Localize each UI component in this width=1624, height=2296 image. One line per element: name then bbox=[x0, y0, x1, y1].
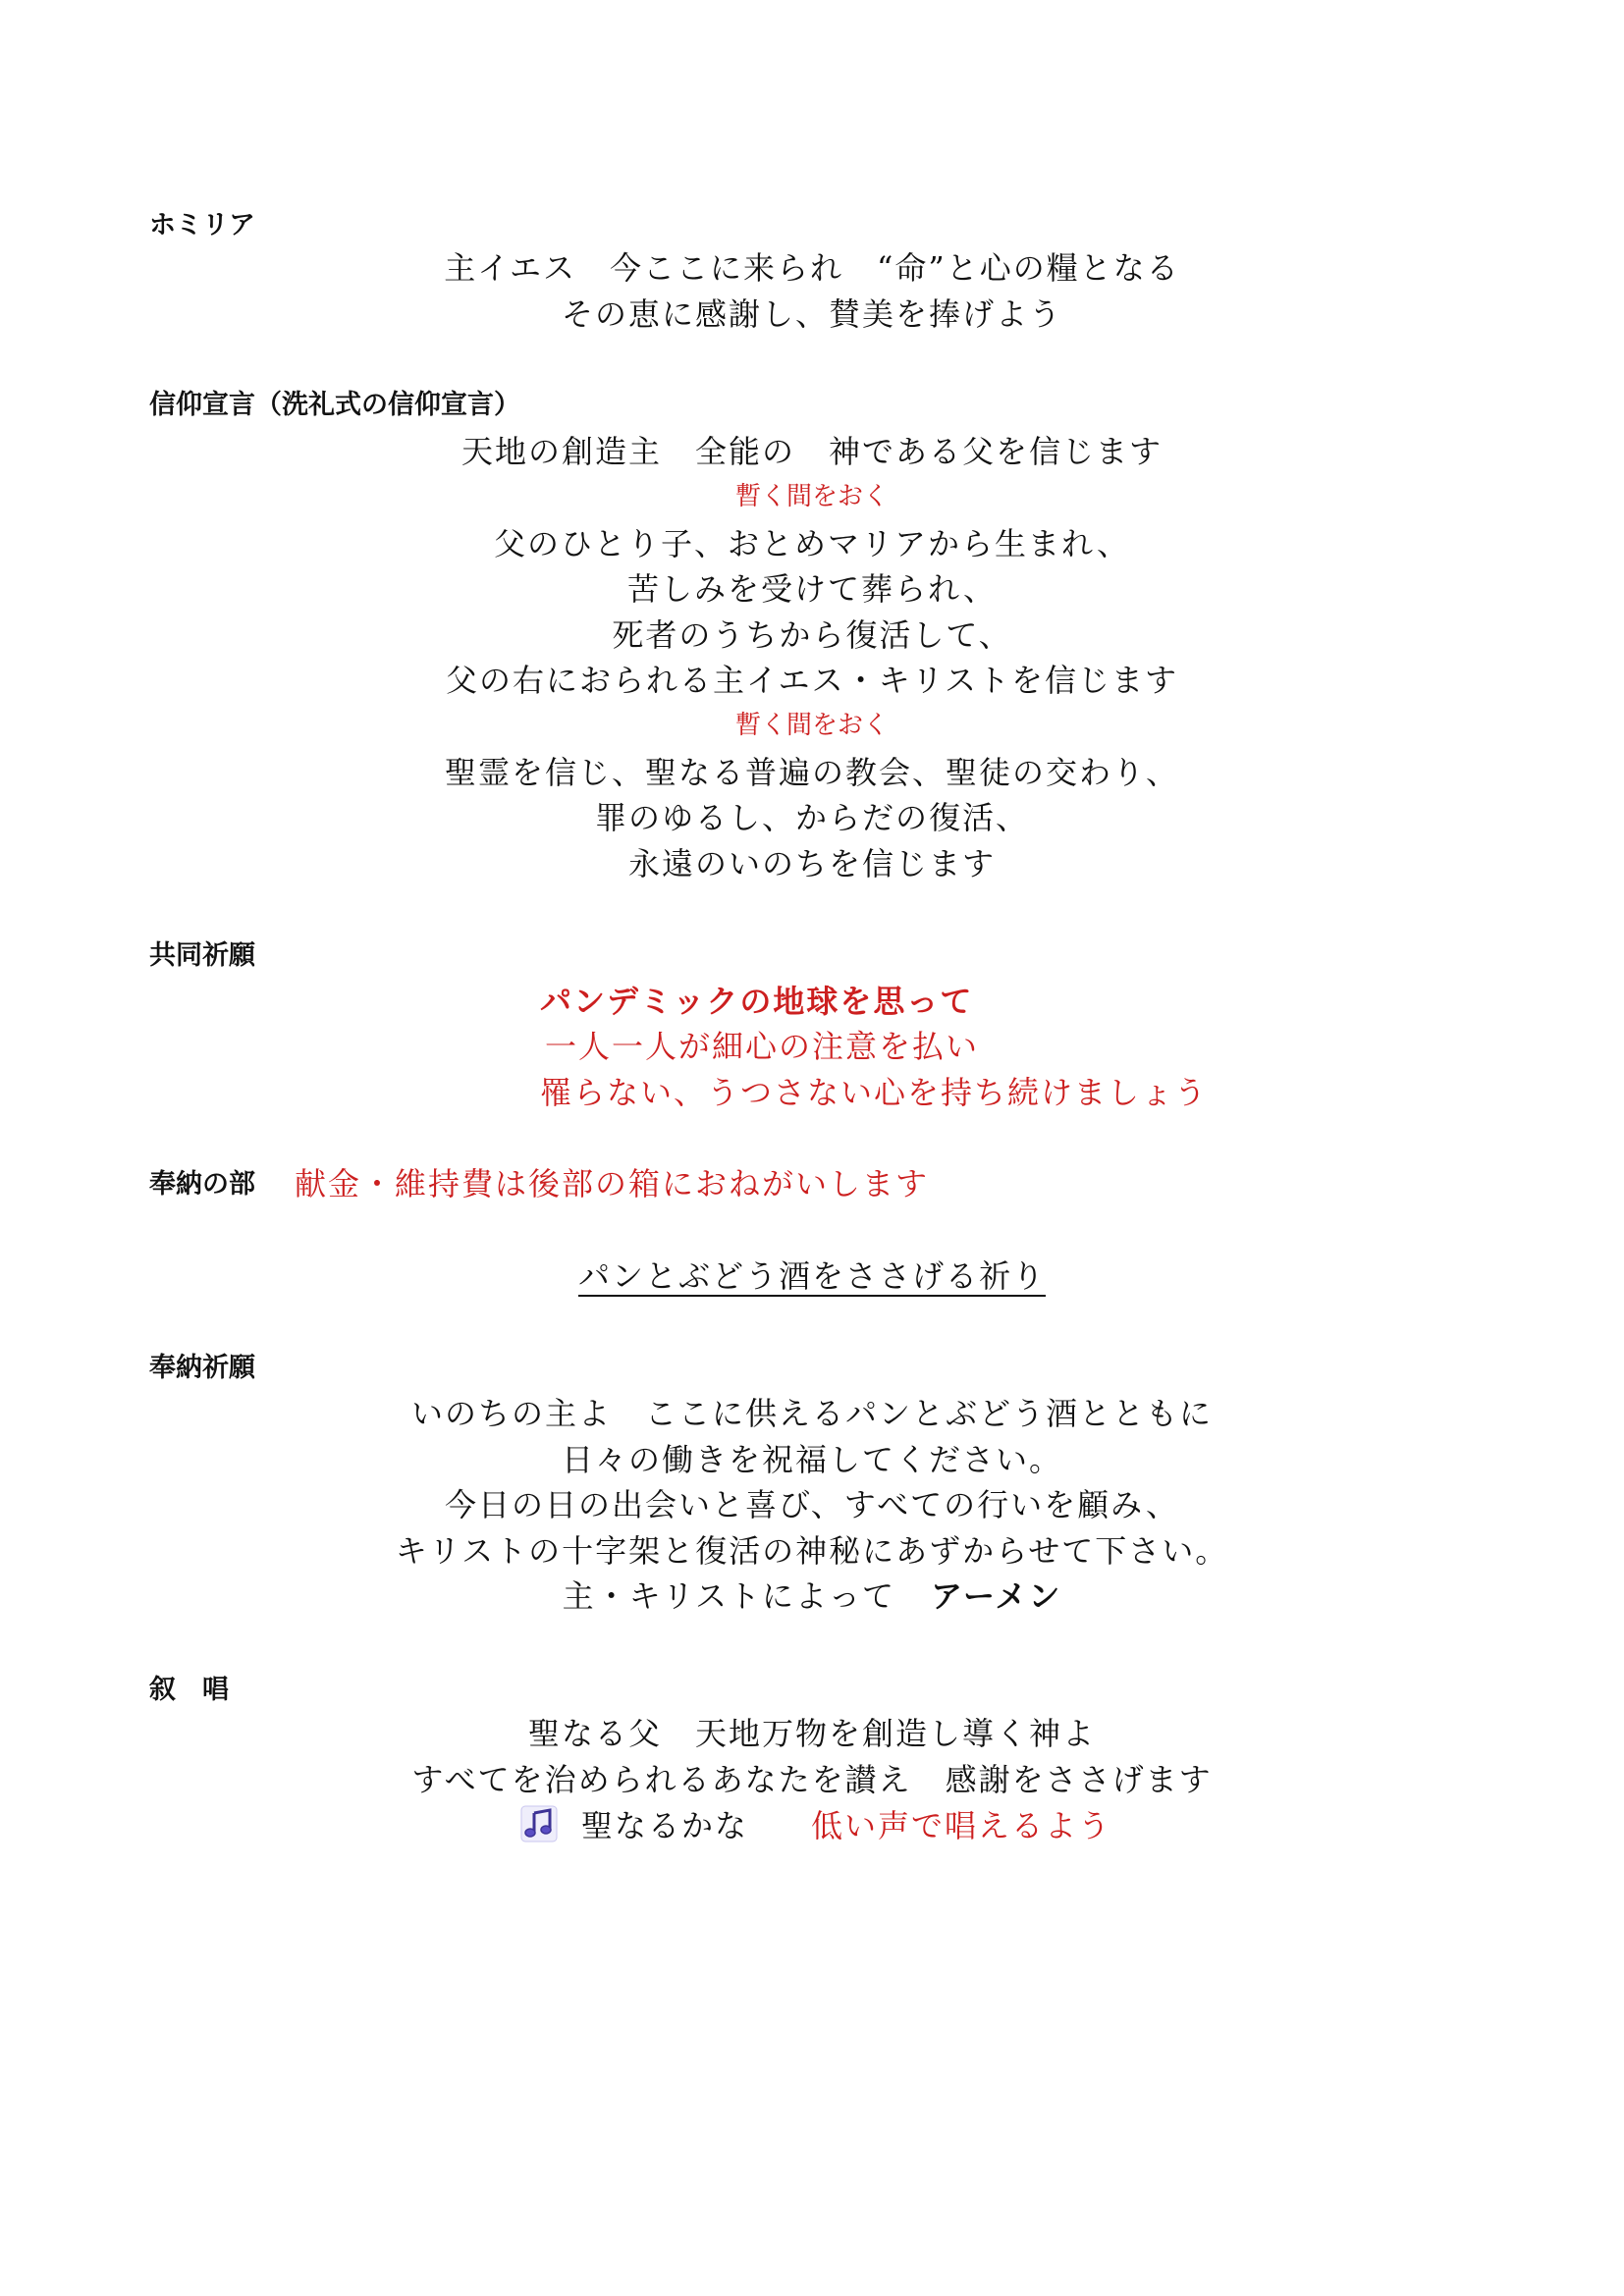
offertory-note: 献金・維持費は後部の箱におねがいします bbox=[295, 1165, 930, 1202]
chant-song-row bbox=[520, 1805, 1111, 1851]
creed-line-4: 死者のうちから復活して、 bbox=[612, 616, 1012, 654]
section-heading-creed: 信仰宣言（洗礼式の信仰宣言） bbox=[149, 390, 520, 420]
intercession-line-2: 罹らない、うつさない心を持ち続けましょう bbox=[540, 1074, 1209, 1111]
section-heading-homily: ホミリア bbox=[149, 210, 255, 240]
offertory-subtitle bbox=[0, 1256, 1624, 1296]
song-instruction: 低い声で唱えるよう bbox=[811, 1807, 1112, 1844]
offertory-prayer-line-1: いのちの主よ ここに供えるパンとぶどう酒とともに bbox=[410, 1395, 1213, 1432]
creed-line-6: 聖霊を信じ、聖なる普遍の教会、聖徒の交わり、 bbox=[444, 754, 1179, 791]
homily-line-2: その恵に感謝し、賛美を捧げよう bbox=[561, 295, 1062, 333]
offertory-prayer-line-3: 今日の日の出会いと喜び、すべての行いを顧み、 bbox=[444, 1486, 1179, 1523]
offertory-prayer-closing bbox=[0, 1576, 1624, 1616]
song-title: 聖なるかな bbox=[581, 1807, 749, 1844]
pause-note-2: 暫く間をおく bbox=[734, 711, 889, 740]
music-note-icon bbox=[520, 1805, 558, 1851]
homily-line-1: 主イエス 今ここに来られ “命”と心の糧となる bbox=[444, 249, 1180, 287]
offertory-subtitle-text: パンとぶどう酒をささげる祈り bbox=[577, 1257, 1046, 1295]
creed-line-1: 天地の創造主 全能の 神である父を信じます bbox=[460, 433, 1163, 470]
section-heading-intercession: 共同祈願 bbox=[149, 940, 255, 971]
intercession-title: パンデミックの地球を思って bbox=[540, 983, 974, 1020]
chant-line-2: すべてを治められるあなたを讃え 感謝をささげます bbox=[411, 1761, 1213, 1798]
creed-line-8: 永遠のいのちを信じます bbox=[627, 845, 996, 882]
offertory-prayer-line-2: 日々の働きを祝福してください。 bbox=[561, 1441, 1062, 1478]
creed-line-5: 父の右におられる主イエス・キリストを信じます bbox=[445, 662, 1179, 699]
closing-text: 主・キリストによって bbox=[562, 1577, 895, 1615]
pause-note-1: 暫く間をおく bbox=[734, 482, 889, 511]
section-heading-chant: 叙 唱 bbox=[149, 1675, 229, 1705]
creed-line-3: 苦しみを受けて葬られ、 bbox=[627, 570, 997, 608]
creed-line-7: 罪のゆるし、からだの復活、 bbox=[594, 799, 1029, 836]
creed-line-2: 父のひとり子、おとめマリアから生まれ、 bbox=[494, 525, 1130, 562]
chant-line-1: 聖なる父 天地万物を創造し導く神よ bbox=[527, 1715, 1096, 1752]
amen-text: アーメン bbox=[930, 1577, 1062, 1615]
section-heading-offertory-prayer: 奉納祈願 bbox=[149, 1353, 255, 1383]
section-heading-offertory: 奉納の部 bbox=[149, 1169, 255, 1200]
offertory-prayer-line-4: キリストの十字架と復活の神秘にあずからせて下さい。 bbox=[395, 1532, 1229, 1570]
intercession-line-1: 一人一人が細心の注意を払い bbox=[545, 1028, 980, 1065]
